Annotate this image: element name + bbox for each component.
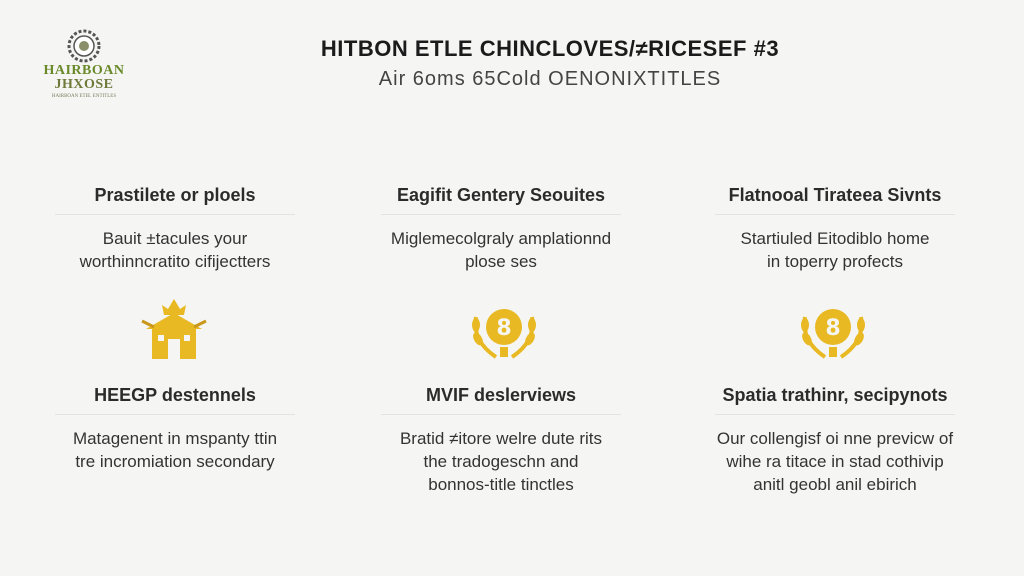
logo-name-line1: HAIRBOAN (43, 63, 125, 78)
feature-card-3 (690, 185, 980, 273)
feature-text-body: Miglemecolgraly amplationnd plose ses (390, 229, 612, 271)
feature-text-body: Bratid ≠itore welre dute rits the tradogeschn and bonnos-title tinctles (399, 429, 603, 494)
feature-card-2 (356, 185, 646, 273)
feature-heading: HEEGP destennels (55, 385, 295, 415)
feature-text (30, 227, 320, 273)
feature-text-body: Bauit ±tacules your worthinncratito cifijectters (79, 229, 271, 271)
feature-card-5 (356, 385, 646, 496)
feature-text (690, 227, 980, 273)
feature-text (356, 427, 646, 496)
feature-text (30, 427, 320, 473)
feature-text-body: Matagenent in mspanty ttin tre incromiation secondary (72, 429, 278, 471)
feature-text-body: Startiuled Eitodiblo home in toperry profects (740, 229, 930, 271)
feature-text-body: Our collengisf oi nne previcw of wihe ra titace in stad cothivip anitl geobl anil ebirich (716, 429, 954, 494)
feature-card-1 (30, 185, 320, 273)
feature-heading: Eagifit Gentery Seouites (381, 185, 621, 215)
page-title: HITBON ETLE CHINCLOVES/≠RICESEF #3 (320, 36, 780, 61)
feature-text (690, 427, 980, 496)
logo-name-line2: JHXOSE (54, 77, 114, 92)
feature-heading: Flatnooal Tirateea Sivnts (715, 185, 955, 215)
feature-card-4 (30, 385, 320, 473)
house-crown-icon (140, 295, 208, 363)
feature-text (356, 227, 646, 273)
svg-text:8: 8 (496, 316, 512, 341)
coin-wreath-icon (795, 297, 871, 363)
feature-heading: Prastilete or ploels (55, 185, 295, 215)
coin-wreath-icon (466, 297, 542, 363)
header (200, 36, 900, 91)
page-subtitle: Air 6oms 65Cold OENONIXTITLES (378, 68, 722, 90)
feature-card-6 (690, 385, 980, 496)
logo (34, 28, 134, 99)
svg-text:8: 8 (825, 316, 841, 341)
feature-heading: Spatia trathinr, secipynots (715, 385, 955, 415)
gear-seal-icon (66, 28, 102, 64)
logo-tagline: HAIRBOAN ETIE. ENTITLES (51, 94, 117, 99)
feature-heading: MVIF deslerviews (381, 385, 621, 415)
